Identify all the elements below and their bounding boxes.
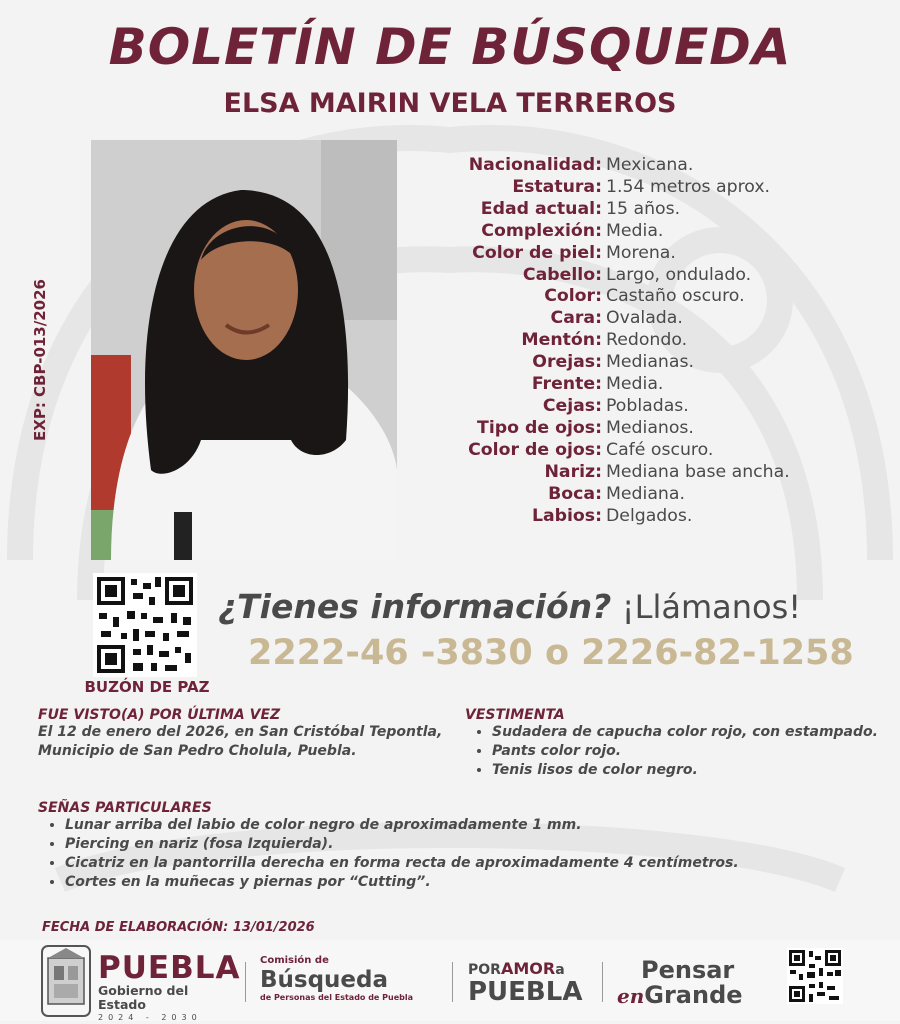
last-seen-heading: FUE VISTO(A) POR ÚLTIMA VEZ [38,707,281,723]
divider [245,962,246,1002]
comision-line-3: de Personas del Estado de Puebla [260,993,413,1002]
detail-value: Café oscuro. [606,439,714,460]
detail-label: Orejas: [532,352,602,373]
clothing-heading: VESTIMENTA [465,707,565,723]
qr-code-footer[interactable] [787,948,843,1004]
divider [602,962,603,1002]
marks-section [38,800,878,892]
detail-label: Edad actual: [480,198,602,219]
person-photo [91,140,397,560]
list-item: • Piercing en nariz (fosa Izquierda). [65,835,878,854]
creation-date: FECHA DE ELABORACIÓN: 13/01/2026 [42,920,315,935]
detail-label: Cara: [550,308,602,329]
call-text: ¡Llámanos! [621,588,802,626]
detail-label: Nariz: [544,461,602,482]
detail-row [430,243,880,265]
detail-label: Estatura: [512,176,602,197]
detail-row [430,177,880,199]
list-item: • Lunar arriba del labio de color negro de aproximadamente 1 mm. [65,816,878,835]
detail-value: Castaño oscuro. [606,286,745,307]
physical-details [430,155,880,527]
detail-label: Cejas: [542,395,602,416]
gobierno-text: Gobierno del Estado [98,983,189,1012]
list-item: • Pants color rojo. [492,742,885,761]
detail-value: Morena. [606,242,676,263]
detail-label: Complexión: [481,220,602,241]
detail-value: Medianos. [606,417,694,438]
question-text: ¿Tienes información? [218,587,612,626]
detail-row [430,462,880,484]
detail-row [430,286,880,308]
detail-label: Color de piel: [472,242,602,263]
puebla-text: PUEBLA [468,977,583,1007]
detail-label: Labios: [531,505,602,526]
detail-label: Tipo de ojos: [477,417,602,438]
last-seen-text: El 12 de enero del 2026, en San Cristóbal Tepontla, Municipio de San Pedro Cholula, Puebla. [38,724,443,759]
detail-row [430,352,880,374]
detail-label: Color de ojos: [468,439,602,460]
detail-value: Pobladas. [606,395,689,416]
detail-value: Ovalada. [606,308,683,329]
phone-numbers[interactable]: 2222-46 -3830 o 2226-82-1258 [248,633,854,673]
detail-row [430,506,880,528]
list-item: • Cortes en la muñecas y piernas por “Cutting”. [65,873,878,892]
detail-row [430,308,880,330]
detail-label: Color: [544,286,602,307]
detail-value: Media. [606,220,664,241]
detail-value: Redondo. [606,330,688,351]
expediente-number: EXP: CBP-013/2026 [31,279,49,441]
qr-code-buzon[interactable] [93,573,197,677]
detail-row [430,484,880,506]
years-text: 2024 - 2030 [98,1013,202,1022]
grande-text: Grande [644,981,743,1009]
detail-row [430,418,880,440]
detail-row [430,155,880,177]
en-text: en [617,984,645,1008]
detail-row [430,221,880,243]
list-item: • Tenis lisos de color negro. [492,761,885,780]
person-name: ELSA MAIRIN VELA TERREROS [223,88,677,119]
detail-value: Delgados. [606,505,693,526]
detail-value: Media. [606,374,664,395]
detail-value: Medianas. [606,352,694,373]
detail-value: 1.54 metros aprox. [606,176,771,197]
detail-row [430,374,880,396]
detail-row [430,396,880,418]
comision-line-2: Búsqueda [260,967,389,993]
pensar-text: Pensar [641,956,735,984]
clothing-section [465,707,885,780]
detail-value: Mediana. [606,483,685,504]
detail-value: Largo, ondulado. [606,264,752,285]
detail-label: Frente: [531,374,602,395]
detail-label: Mentón: [521,330,602,351]
a-text: a [555,962,565,978]
amor-text: AMOR [500,959,556,978]
detail-row [430,440,880,462]
detail-value: Mexicana. [606,155,694,175]
marks-heading: SEÑAS PARTICULARES [38,800,212,816]
list-item: • Cicatriz en la pantorrilla derecha en forma recta de aproximadamente 4 centímetros. [65,854,878,873]
list-item: • Sudadera de capucha color rojo, con estampado. [492,723,885,742]
detail-row [430,330,880,352]
comision-busqueda-logo [260,955,440,1003]
detail-value: 15 años. [606,198,681,219]
por-text: POR [468,962,501,978]
last-seen-section [38,707,458,761]
detail-row [430,199,880,221]
detail-label: Nacionalidad: [468,155,602,175]
divider [452,962,453,1002]
detail-label: Cabello: [522,264,602,285]
state-seal-icon [40,944,92,1018]
buzon-label: BUZÓN DE PAZ [84,678,210,696]
bulletin-title: BOLETÍN DE BÚSQUEDA [108,18,792,76]
info-question [218,587,801,626]
por-amor-puebla-logo [468,960,588,1005]
detail-label: Boca: [548,483,602,504]
gobierno-puebla-logo [98,950,241,1024]
puebla-wordmark: PUEBLA [98,950,241,986]
detail-row [430,265,880,287]
pensar-en-grande-logo [617,958,757,1009]
detail-value: Mediana base ancha. [606,461,790,482]
comision-line-1: Comisión de [260,955,329,966]
